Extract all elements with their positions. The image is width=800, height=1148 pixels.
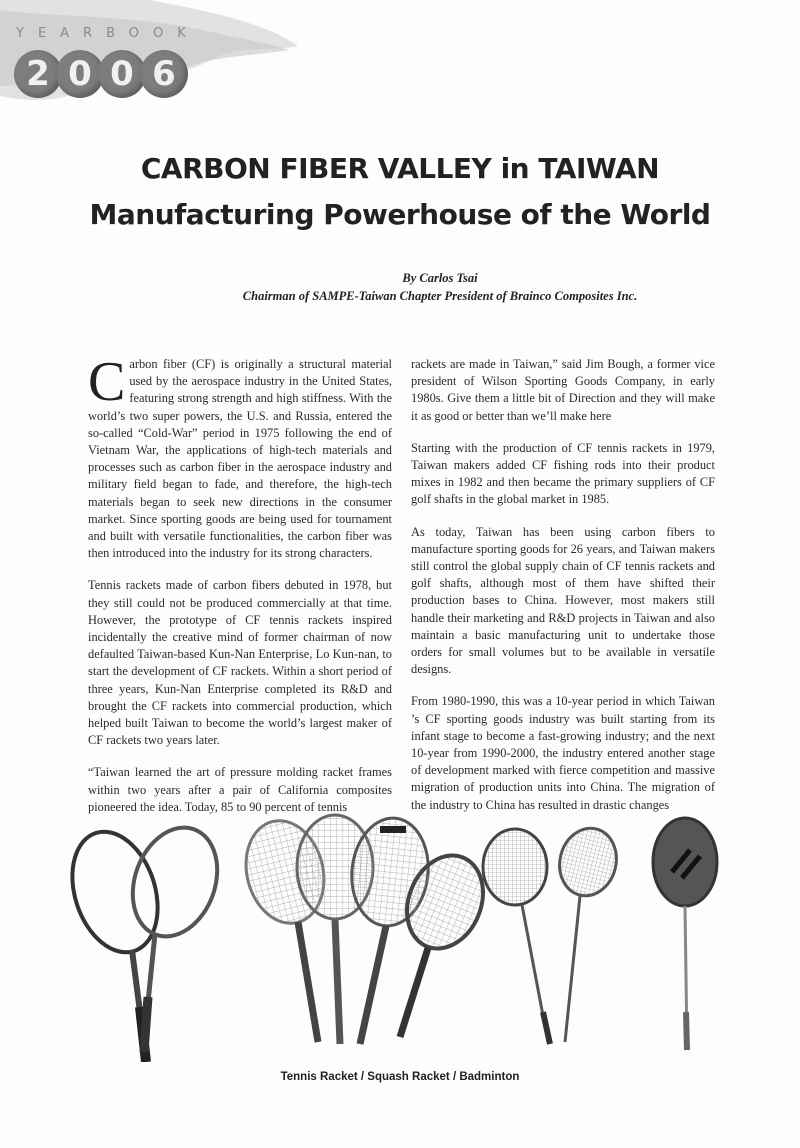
author-name: By Carlos Tsai: [402, 271, 478, 285]
year-digit: 6: [140, 50, 188, 98]
author-role: Chairman of SAMPE-Taiwan Chapter President of Brainco Composites Inc.: [242, 289, 638, 303]
logo-word: YEARBOOK: [16, 26, 200, 41]
yearbook-logo: [0, 0, 300, 110]
paragraph: rackets are made in Taiwan,” said Jim Bough, a former vice president of Wilson Sporting Goods Company, in early 1980s. Give them a little bit of Direction and they will make it as good or better than we’ll make here: [411, 357, 715, 423]
paragraph: “Taiwan learned the art of pressure molding racket frames within two years after a pair of California composites pioneered the idea. Today, 85 to 90 percent of tennis: [88, 765, 392, 814]
tennis-racket-2: [118, 816, 231, 1052]
article-title-line2: Manufacturing Powerhouse of the World: [89, 198, 711, 231]
badminton-racket-3: [653, 818, 717, 1050]
paragraph: Tennis rackets made of carbon fibers debuted in 1978, but they still could not be produced commercially at that time. However, the prototype of CF tennis rackets inspired incidentally the creative mind of former chairman of now defaulted Taiwan-based Kun-Nan Enterprise, Lo Kun-nan, to start the development of CF rackets. Within a short period of three years, Kun-Nan Enterprise completed its R&D and brought the CF rackets into commercial production, which helped built Taiwan to become the world’s largest maker of CF rackets two years later.: [88, 578, 392, 748]
article-column-left: [88, 351, 392, 831]
paragraph: As today, Taiwan has been using carbon fibers to manufacture sporting goods for 26 years, and Taiwan makers still control the global supply chain of CF tennis rackets and golf shafts, although most of them have shifted their production bases to China. However, most makers still handle their marketing and R&D projects in Taiwan and also maintain a basic manufacturing unit to undertake those orders for small volumes but to be available in versatile designs.: [411, 524, 715, 677]
photo-caption: Tennis Racket / Squash Racket / Badminton: [280, 1071, 520, 1083]
year-digit: 0: [56, 50, 104, 98]
paragraph-text: arbon fiber (CF) is originally a structural material used by the aerospace industry in the United States, featuring strong strength and high stiffness. With the world’s two super powers, the U.S. and Russia, entered the so-called “Cold-War” period in 1975 following the end of Vietnam War, the applications of high-tech materials and processes such as carbon fiber in the aerospace industry and military field began to fade, and therefore, the high-tech materials began to seek new directions in the consumer market. Since sporting goods are being used for tournament and built with versatile functionalities, the carbon fiber was then introduced into the industry for its strong characters.: [88, 357, 392, 561]
article-column-right: [411, 356, 715, 829]
drop-cap: C: [88, 351, 126, 413]
rackets-photo: [60, 812, 750, 1062]
paragraph: From 1980-1990, this was a 10-year period in which Taiwan ’s CF sporting goods industry was built starting from its infant stage to become a fast-growing industry; and the next 10-year from 1990-2000, the industry entered another stage of development marked with fierce competition and massive migration of production units into China. The migration of the industry to China has resulted in drastic changes: [411, 694, 715, 812]
paragraph: [88, 351, 392, 562]
year-digit: 2: [14, 50, 62, 98]
paragraph: Starting with the production of CF tennis rackets in 1979, Taiwan makers added CF fishing rods into their product mixes in 1982 and then became the primary suppliers of CF golf shafts in the global market in 1985.: [411, 440, 715, 507]
badminton-racket-2: [553, 822, 624, 1042]
logo-year: [14, 50, 182, 98]
article-title-line1: CARBON FIBER VALLEY in TAIWAN: [140, 152, 660, 185]
badminton-racket-1: [483, 829, 550, 1044]
year-digit: 0: [98, 50, 146, 98]
